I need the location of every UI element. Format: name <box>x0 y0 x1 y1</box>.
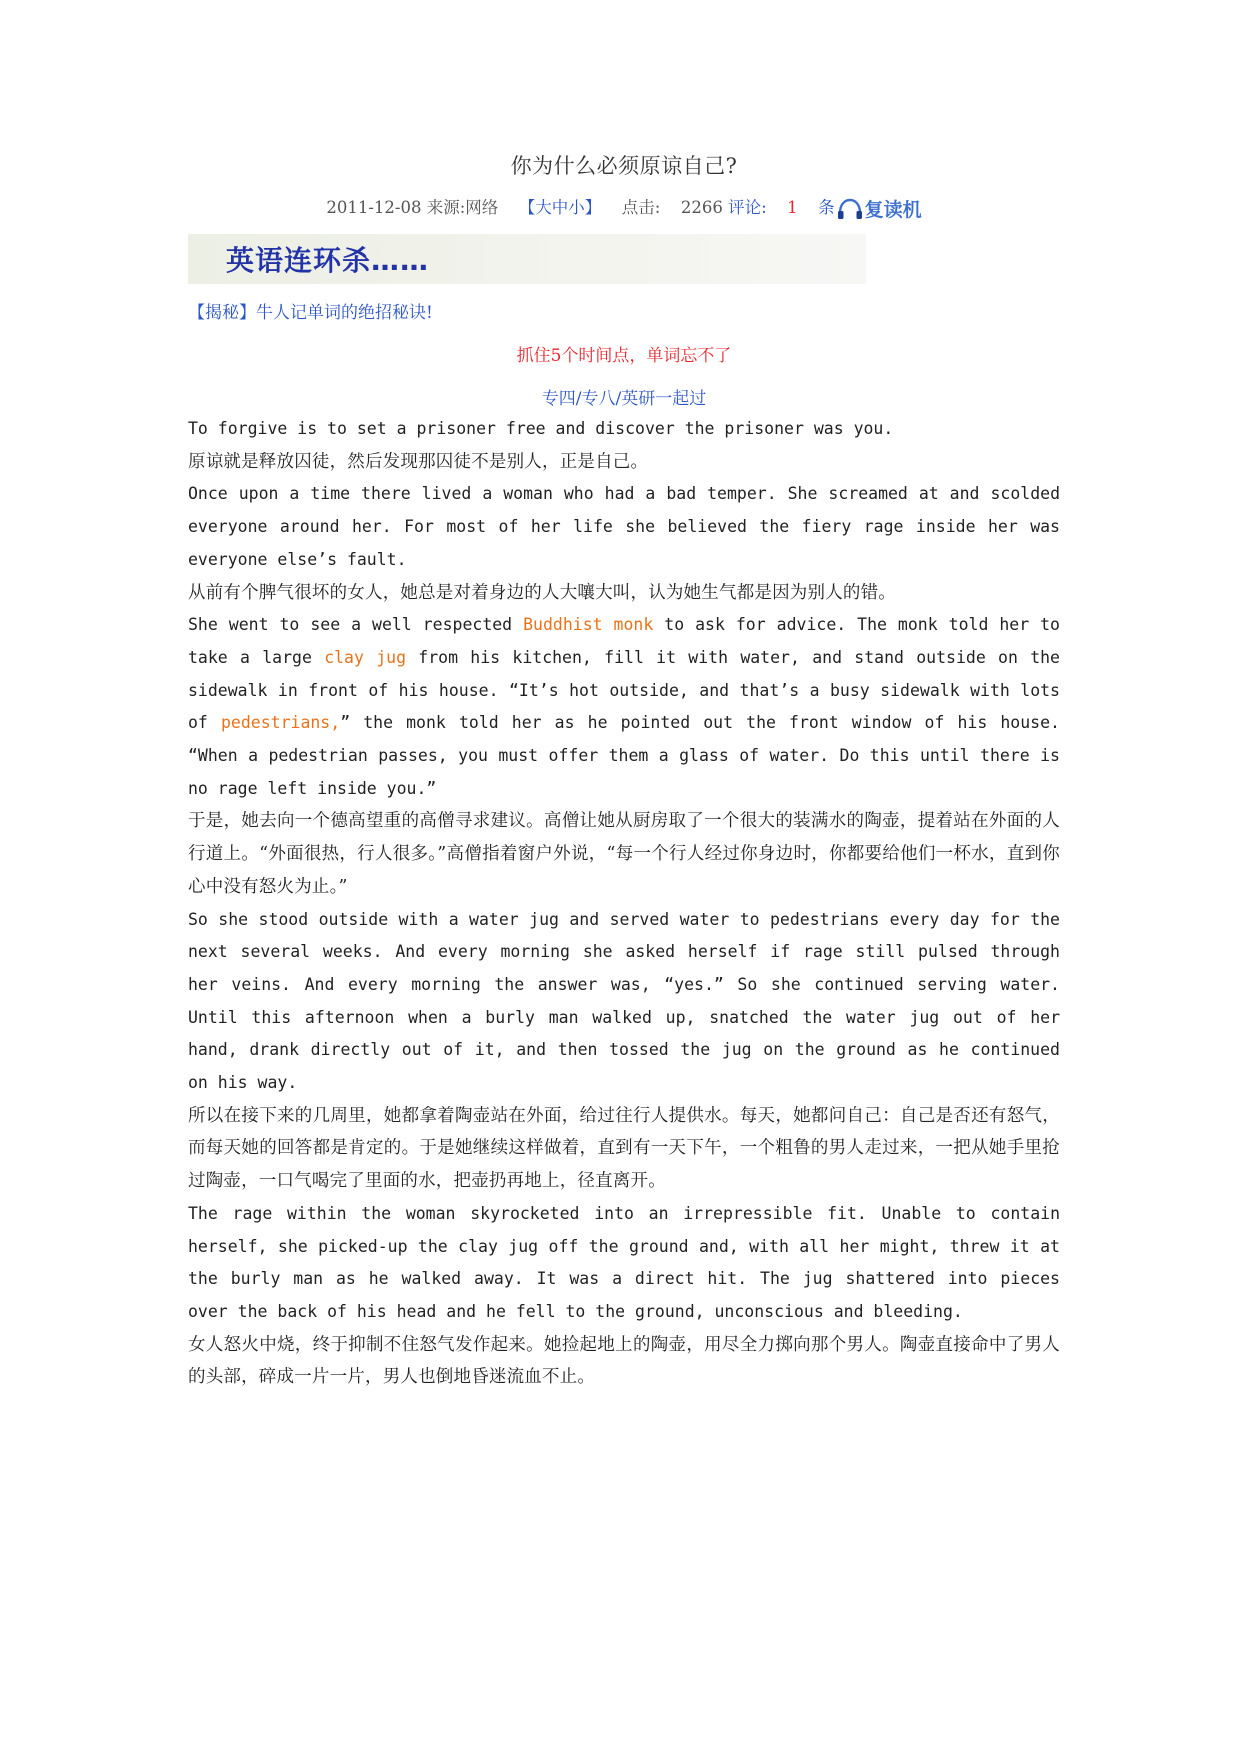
paragraph-zh-3: 于是，她去向一个德高望重的高僧寻求建议。高僧让她从厨房取了一个很大的装满水的陶壶，提着站在外面的人行道上。“外面很热，行人很多。”高僧指着窗户外说，“每一个行人经过你身边时，你都要给他们一杯水，直到你心中没有怒火为止。” <box>188 811 1060 897</box>
paragraph-zh-5: 女人怒火中烧，终于抑制不住怒气发作起来。她捡起地上的陶壶，用尽全力掷向那个男人。陶壶直接命中了男人的头部，碎成一片一片，男人也倒地昏迷流血不止。 <box>188 1334 1060 1388</box>
p3-text-b: to ask for advice. The monk told her to take a large <box>188 615 1060 667</box>
paragraph-zh-2: 从前有个脾气很坏的女人，她总是对着身边的人大嚷大叫，认为她生气都是因为别人的错。 <box>188 582 896 603</box>
p3-text-c: from his kitchen, fill it with water, and stand outside on the sidewalk in front of his house. “It’s hot outside, and that’s a busy sidewalk with lots of <box>188 647 1060 733</box>
article-meta <box>188 194 1060 222</box>
clicks-label: 点击: <box>621 198 661 217</box>
p3-text-a: She went to see a well respected <box>188 615 524 635</box>
reader-label: 复读机 <box>864 199 922 221</box>
banner-text: 英语连环杀…… <box>226 244 430 277</box>
ad-link-red[interactable]: 抓住5个时间点，单词忘不了 <box>516 346 732 366</box>
paragraph-en-1: To forgive is to set a prisoner free and discover the prisoner was you. <box>188 419 894 438</box>
promo-tag: 【揭秘】 <box>188 303 256 323</box>
headphone-icon <box>837 198 863 220</box>
comments-unit: 条 <box>818 198 835 217</box>
keyword-clay-jug[interactable]: clay jug <box>324 647 407 667</box>
ad-banner[interactable] <box>188 234 866 284</box>
comments-label[interactable]: 评论: <box>728 198 767 217</box>
clicks-count: 2266 <box>680 198 723 217</box>
article-date: 2011-12-08 <box>326 198 422 217</box>
comments-count[interactable]: 1 <box>787 198 798 217</box>
promo-link[interactable] <box>188 298 1060 323</box>
font-size-switcher[interactable]: 【大中小】 <box>518 198 602 217</box>
p3-text-d: ” the monk told her as he pointed out the front window of his house. “When a pedestrian passes, you must offer them a glass of water. Do this until there is no rage left inside you.” <box>188 713 1060 798</box>
paragraph-en-4: So she stood outside with a water jug and served water to pedestrians every day for the next several weeks. And every morning she asked herself if rage still pulsed through her veins. And every morning the answer was, “yes.” So she continued serving water. Until this afternoon when a burly man walked up, snatched the water jug out of her hand, drank directly out of it, and then tossed the jug on the ground as he continued on his way. <box>188 909 1060 1093</box>
paragraph-en-3 <box>188 609 1060 805</box>
keyword-buddhist-monk[interactable]: Buddhist monk <box>523 615 654 635</box>
article-source: 来源:网络 <box>426 198 499 217</box>
article-page <box>188 150 1060 1394</box>
ad-link-blue[interactable]: 专四/专八/英研一起过 <box>541 389 707 409</box>
paragraph-zh-1: 原谅就是释放囚徒，然后发现那囚徒不是别人，正是自己。 <box>188 451 649 472</box>
paragraph-en-2: Once upon a time there lived a woman who had a bad temper. She screamed at and scolded everyone around her. For most of her life she believed the fiery rage inside her was everyone else’s fault. <box>188 484 1060 569</box>
paragraph-zh-4: 所以在接下来的几周里，她都拿着陶壶站在外面，给过往行人提供水。每天，她都问自己：自己是否还有怒气，而每天她的回答都是肯定的。于是她继续这样做着，直到有一天下午，一个粗鲁的男人走过来，一把从她手里抢过陶壶，一口气喝完了里面的水，把壶扔再地上，径直离开。 <box>188 1105 1060 1192</box>
paragraph-en-5: The rage within the woman skyrocketed into an irrepressible fit. Unable to contain herself, she picked-up the clay jug off the ground and, with all her might, threw it at the burly man as he walked away. It was a direct hit. The jug shattered into pieces over the back of his head and he fell to the ground, unconscious and bleeding. <box>188 1203 1060 1321</box>
keyword-pedestrians[interactable]: pedestrians, <box>220 713 341 733</box>
promo-text: 牛人记单词的绝招秘诀! <box>256 303 433 323</box>
reader-link[interactable] <box>837 195 922 222</box>
article-title: 你为什么必须原谅自己? <box>510 154 738 178</box>
